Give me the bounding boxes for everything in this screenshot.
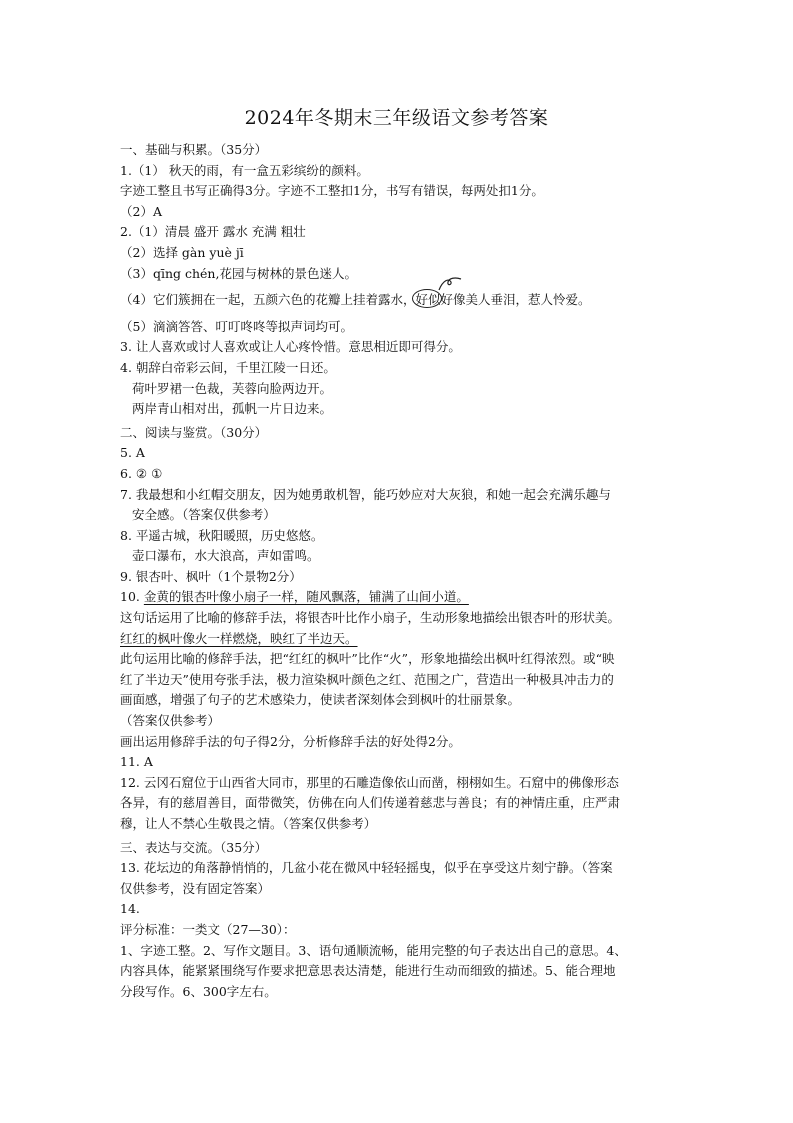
- answer-text: 好像美人垂泪，惹人怜爱。: [440, 292, 591, 308]
- answer-line: 6. ② ①: [120, 465, 163, 481]
- delete-loop-icon: [437, 276, 463, 292]
- answer-line: 5. A: [120, 445, 145, 461]
- answer-line: 画面感，增强了句子的艺术感染力，使读者深刻体会到枫叶的壮丽景象。: [120, 692, 521, 708]
- answer-line: 这句话运用了比喻的修辞手法，将银杏叶比作小扇子，生动形象地描绘出银杏叶的形状美。: [120, 610, 621, 626]
- answer-line: 14.: [120, 901, 140, 917]
- answer-line: 4. 朝辞白帝彩云间，千里江陵一日还。: [120, 359, 336, 375]
- answer-line: 分段写作。6、300字左右。: [120, 983, 277, 999]
- answer-line: （2）选择 gàn yuè jī: [120, 244, 244, 260]
- answer-line: 仅供参考，没有固定答案）: [120, 880, 271, 896]
- answer-line: 2.（1）清晨 盛开 露水 充满 粗壮: [120, 224, 306, 240]
- answer-line: 7. 我最想和小红帽交朋友，因为她勇敢机智，能巧妙应对大灰狼，和她一起会充满乐趣与: [120, 486, 611, 502]
- question-number: 10.: [120, 589, 144, 605]
- answer-line: （答案仅供参考）: [120, 713, 221, 729]
- answer-line: 3. 让人喜欢或讨人喜欢或让人心疼怜惜。意思相近即可得分。: [120, 339, 461, 355]
- section-heading-2: 二、阅读与鉴赏。（30分）: [120, 424, 268, 440]
- answer-line: 8. 平遥古城，秋阳暖照，历史悠悠。: [120, 527, 324, 543]
- answer-line: 1.（1） 秋天的雨，有一盒五彩缤纷的颜料。: [120, 162, 369, 178]
- answer-line: 内容具体，能紧紧围绕写作要求把意思表达清楚，能进行生动而细致的描述。5、能合理地: [120, 963, 616, 979]
- answer-line: 各异，有的慈眉善目，面带微笑，仿佛在向人们传递着慈悲与善良；有的神情庄重，庄严肃: [120, 795, 621, 811]
- answer-line: 安全感。（答案仅供参考）: [132, 507, 276, 523]
- section-heading-3: 三、表达与交流。（35分）: [120, 839, 268, 855]
- answer-line: 1、字迹工整。2、写作文题目。3、语句通顺流畅，能用完整的句子表达出自己的意思。4、: [120, 942, 627, 958]
- answer-line: 此句运用比喻的修辞手法，把“红红的枫叶”比作“火”，形象地描绘出枫叶红得浓烈。或“映: [120, 651, 615, 667]
- underlined-sentence: 红红的枫叶像火一样燃烧，映红了半边天。: [120, 630, 358, 646]
- answer-body: [120, 140, 680, 1002]
- answer-line: 红了半边天”使用夸张手法，极力渲染枫叶颜色之红、范围之广，营造出一种极具冲击力的: [120, 671, 614, 687]
- answer-line: 画出运用修辞手法的句子得2分，分析修辞手法的好处得2分。: [120, 733, 461, 749]
- answer-line: （3）qīng chén,花园与树林的景色迷人。: [120, 265, 357, 281]
- answer-line: 11. A: [120, 754, 153, 770]
- underlined-sentence: 金黄的银杏叶像小扇子一样，随风飘落，铺满了山间小道。: [143, 589, 469, 605]
- answer-line: 评分标准：一类文（27—30）：: [120, 921, 296, 937]
- answer-line: 穆，让人不禁心生敬畏之情。（答案仅供参考）: [120, 816, 377, 831]
- answer-line: 荷叶罗裙一色裁，芙蓉向脸两边开。: [132, 380, 333, 396]
- answer-text: （4）它们簇拥在一起，五颜六色的花瓣上挂着露水，: [120, 292, 416, 308]
- deleted-word: 好似: [415, 292, 441, 308]
- answer-line: [120, 587, 680, 608]
- answer-line: 13. 花坛边的角落静悄悄的，几盆小花在微风中轻轻摇曳，似乎在享受这片刻宁静。（答案: [120, 860, 613, 876]
- deletion-mark: [415, 290, 440, 311]
- answer-line: （5）滴滴答答、叮叮咚咚等拟声词均可。: [120, 318, 353, 334]
- answer-line: 9. 银杏叶、枫叶（1个景物2分）: [120, 568, 302, 584]
- answer-line: 12. 云冈石窟位于山西省大同市，那里的石雕造像依山而凿，栩栩如生。石窟中的佛像形态: [120, 774, 619, 790]
- answer-line-with-correction: [120, 290, 680, 311]
- answer-line: 字迹工整且书写正确得3分。字迹不工整扣1分，书写有错误，每两处扣1分。: [120, 183, 544, 199]
- answer-line: 两岸青山相对出，孤帆一片日边来。: [132, 401, 333, 417]
- answer-line: 壶口瀑布，水大浪高，声如雷鸣。: [132, 548, 320, 564]
- answer-line: （2）A: [120, 203, 162, 219]
- section-heading-1: 一、基础与积累。（35分）: [120, 142, 268, 157]
- page-title: 2024年冬期末三年级语文参考答案: [244, 107, 549, 129]
